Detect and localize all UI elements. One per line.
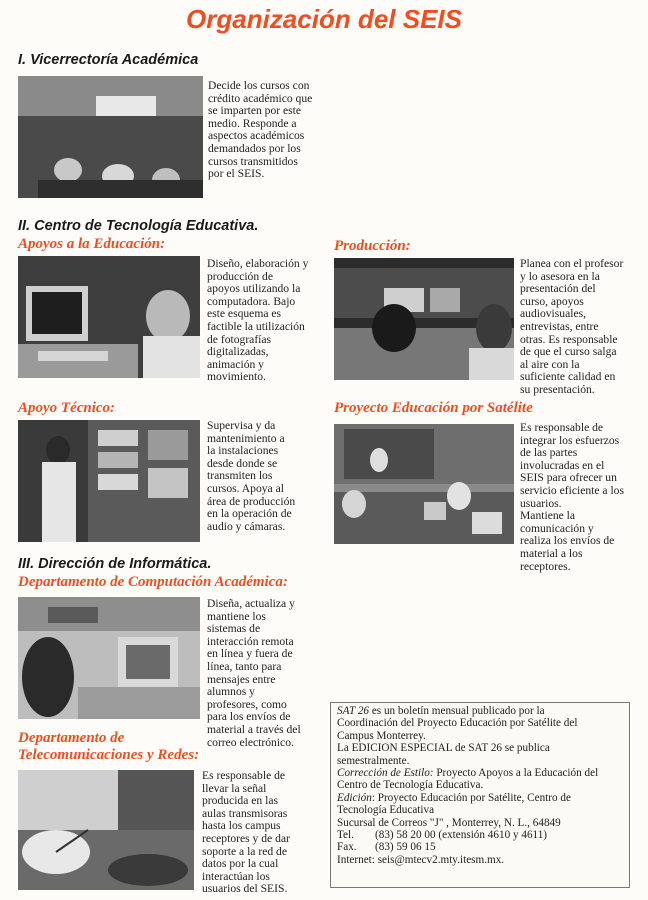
text-line: alumnos y (207, 685, 255, 699)
sat-name: SAT 26 (337, 705, 370, 717)
text-line: y lo asesora en la (520, 269, 600, 283)
text-line: para los envíos de (207, 710, 291, 724)
section-2-heading: II. Centro de Tecnología Educativa. (18, 218, 259, 234)
text-line: Supervisa y da (207, 419, 276, 432)
text-line: cursos. Apoya al (207, 481, 284, 495)
text-line: interactúan los (202, 869, 270, 883)
fax-label: Fax. (337, 841, 357, 854)
text-line: cursos transmitidos (208, 154, 298, 168)
text-line: de las partes (520, 446, 578, 460)
telecom-title-line: Telecomunicaciones y Redes: (18, 747, 200, 763)
text-line: profesores, como (207, 697, 287, 711)
text-line: factible la utilización (207, 319, 305, 333)
info-label: Edición (337, 791, 372, 804)
text-line: este esquema es (207, 307, 282, 321)
address: Sucursal de Correos "J" , Monterrey, N. L., 64849 (337, 816, 561, 829)
text-line: Es responsable de (520, 421, 604, 434)
text-line: se imparten por este (208, 104, 302, 118)
text-line: por el SEIS. (208, 167, 265, 181)
text-line: línea, tanto para (207, 659, 282, 673)
tel-value: (83) 58 20 00 (extensión 4610 y 4611) (375, 829, 548, 842)
text-line: de fotografías (207, 332, 272, 346)
text-line: crédito académico que (208, 91, 313, 105)
photo-vicerrectoria (18, 76, 203, 198)
info-text: Proyecto Apoyos a la Educación del (433, 767, 599, 780)
satelite-text (520, 422, 646, 573)
text-line: audiovisuales, (520, 307, 587, 321)
text-line: Mantiene la (520, 509, 576, 523)
text-line: correo electrónico. (207, 735, 294, 749)
info-text: La EDICION ESPECIAL de SAT 26 se publica (337, 742, 550, 755)
text-line: Diseña, actualiza y (207, 597, 295, 610)
text-line: en línea y fuera de (207, 647, 293, 661)
text-line: comunicación y (520, 521, 594, 535)
text-line: de que el curso salga (520, 345, 617, 359)
text-line: presentación del (520, 282, 596, 296)
photo-apoyo-tecnico (18, 420, 200, 542)
fax-value: (83) 59 06 15 (375, 841, 436, 854)
text-line: computadora. Bajo (207, 294, 296, 308)
text-line: realiza los envíos de (520, 534, 615, 548)
text-line: producida en las (202, 794, 278, 808)
text-line: Decide los cursos con (208, 79, 310, 92)
text-line: suficiente calidad en (520, 370, 616, 384)
section-3-heading: III. Dirección de Informática. (18, 556, 212, 572)
text-line: medio. Responde a (208, 116, 297, 130)
text-line: Diseño, elaboración y (207, 257, 309, 270)
text-line: desde donde se (207, 456, 278, 470)
section-1-text (208, 80, 326, 181)
text-line: material a través del (207, 722, 301, 736)
text-line: datos por la cual (202, 857, 279, 871)
tel-label: Tel. (337, 829, 354, 842)
text-line: transmiten los (207, 469, 273, 483)
text-line: usuarios del SEIS. (202, 882, 288, 896)
produccion-text (520, 258, 646, 397)
telecom-text (202, 770, 326, 896)
text-line: mensajes entre (207, 672, 276, 686)
text-line: usuarios. (520, 496, 562, 510)
text-line: área de producción (207, 494, 296, 508)
text-line: curso, apoyos (520, 294, 584, 308)
photo-produccion (334, 258, 514, 380)
text-line: aulas transmisoras (202, 806, 288, 820)
apoyos-educacion-text (207, 258, 327, 384)
section-1-heading: I. Vicerrectoría Académica (18, 52, 199, 68)
produccion-title: Producción: (334, 238, 411, 254)
text-line: mantiene los (207, 609, 266, 623)
telecom-title-line: Departamento de (18, 730, 125, 746)
text-line: demandados por los (208, 141, 301, 155)
photo-apoyos-educacion (18, 256, 200, 378)
text-line: llevar la señal (202, 781, 267, 795)
text-line: receptores y de dar (202, 831, 290, 845)
internet-address: Internet: seis@mtecv2.mty.itesm.mx. (337, 853, 505, 866)
text-line: sistemas de (207, 622, 261, 636)
text-line: material a los (520, 546, 583, 560)
text-line: servicio eficiente a los (520, 483, 624, 497)
text-line: receptores. (520, 559, 571, 573)
text-line: su presentación. (520, 382, 595, 396)
info-text: es un boletín mensual publicado por la (369, 705, 545, 717)
text-line: la instalaciones (207, 444, 279, 458)
apoyo-tecnico-text (207, 420, 327, 533)
apoyo-tecnico-title: Apoyo Técnico: (18, 400, 116, 416)
text-line: mantenimiento a (207, 431, 285, 445)
text-line: aspectos académicos (208, 129, 305, 143)
text-line: audio y cámaras. (207, 519, 286, 533)
text-line: digitalizadas, (207, 345, 269, 359)
info-text: Campus Monterrey. (337, 729, 426, 742)
photo-satelite (334, 424, 514, 544)
text-line: al aire con la (520, 357, 580, 371)
text-line: SEIS para ofrecer un (520, 471, 617, 485)
info-text: Centro de Tecnología Educativa. (337, 779, 484, 792)
telecom-title (18, 730, 199, 764)
apoyos-educacion-title: Apoyos a la Educación: (18, 236, 166, 252)
text-line: involucradas en el (520, 458, 605, 472)
info-label: Corrección de Estilo: (337, 767, 434, 780)
text-line: producción de (207, 269, 273, 283)
photo-computacion (18, 597, 200, 719)
text-line: animación y (207, 357, 264, 371)
info-text: : Proyecto Educación por Satélite, Centro de (371, 791, 571, 804)
masthead-box (330, 702, 630, 888)
text-line: soporte a la red de (202, 844, 287, 858)
computacion-text (207, 598, 327, 749)
text-line: entrevistas, entre (520, 319, 599, 333)
text-line: Es responsable de (202, 769, 286, 782)
text-line: movimiento. (207, 370, 266, 384)
info-text: Coordinación del Proyecto Educación por Satélite del (337, 717, 578, 730)
satelite-title: Proyecto Educación por Satélite (334, 400, 533, 416)
info-text: semestralmente. (337, 754, 410, 767)
text-line: hasta los campus (202, 819, 281, 833)
text-line: otras. Es responsable (520, 332, 618, 346)
text-line: Planea con el profesor (520, 257, 624, 270)
page-title: Organización del SEIS (186, 4, 462, 34)
info-text: Tecnología Educativa (337, 804, 435, 817)
computacion-title: Departamento de Computación Académica: (18, 574, 288, 590)
text-line: en la operación de (207, 507, 292, 521)
text-line: integrar los esfuerzos (520, 433, 620, 447)
text-line: interacción remota (207, 634, 294, 648)
photo-telecom (18, 770, 194, 890)
text-line: apoyos utilizando la (207, 282, 301, 296)
